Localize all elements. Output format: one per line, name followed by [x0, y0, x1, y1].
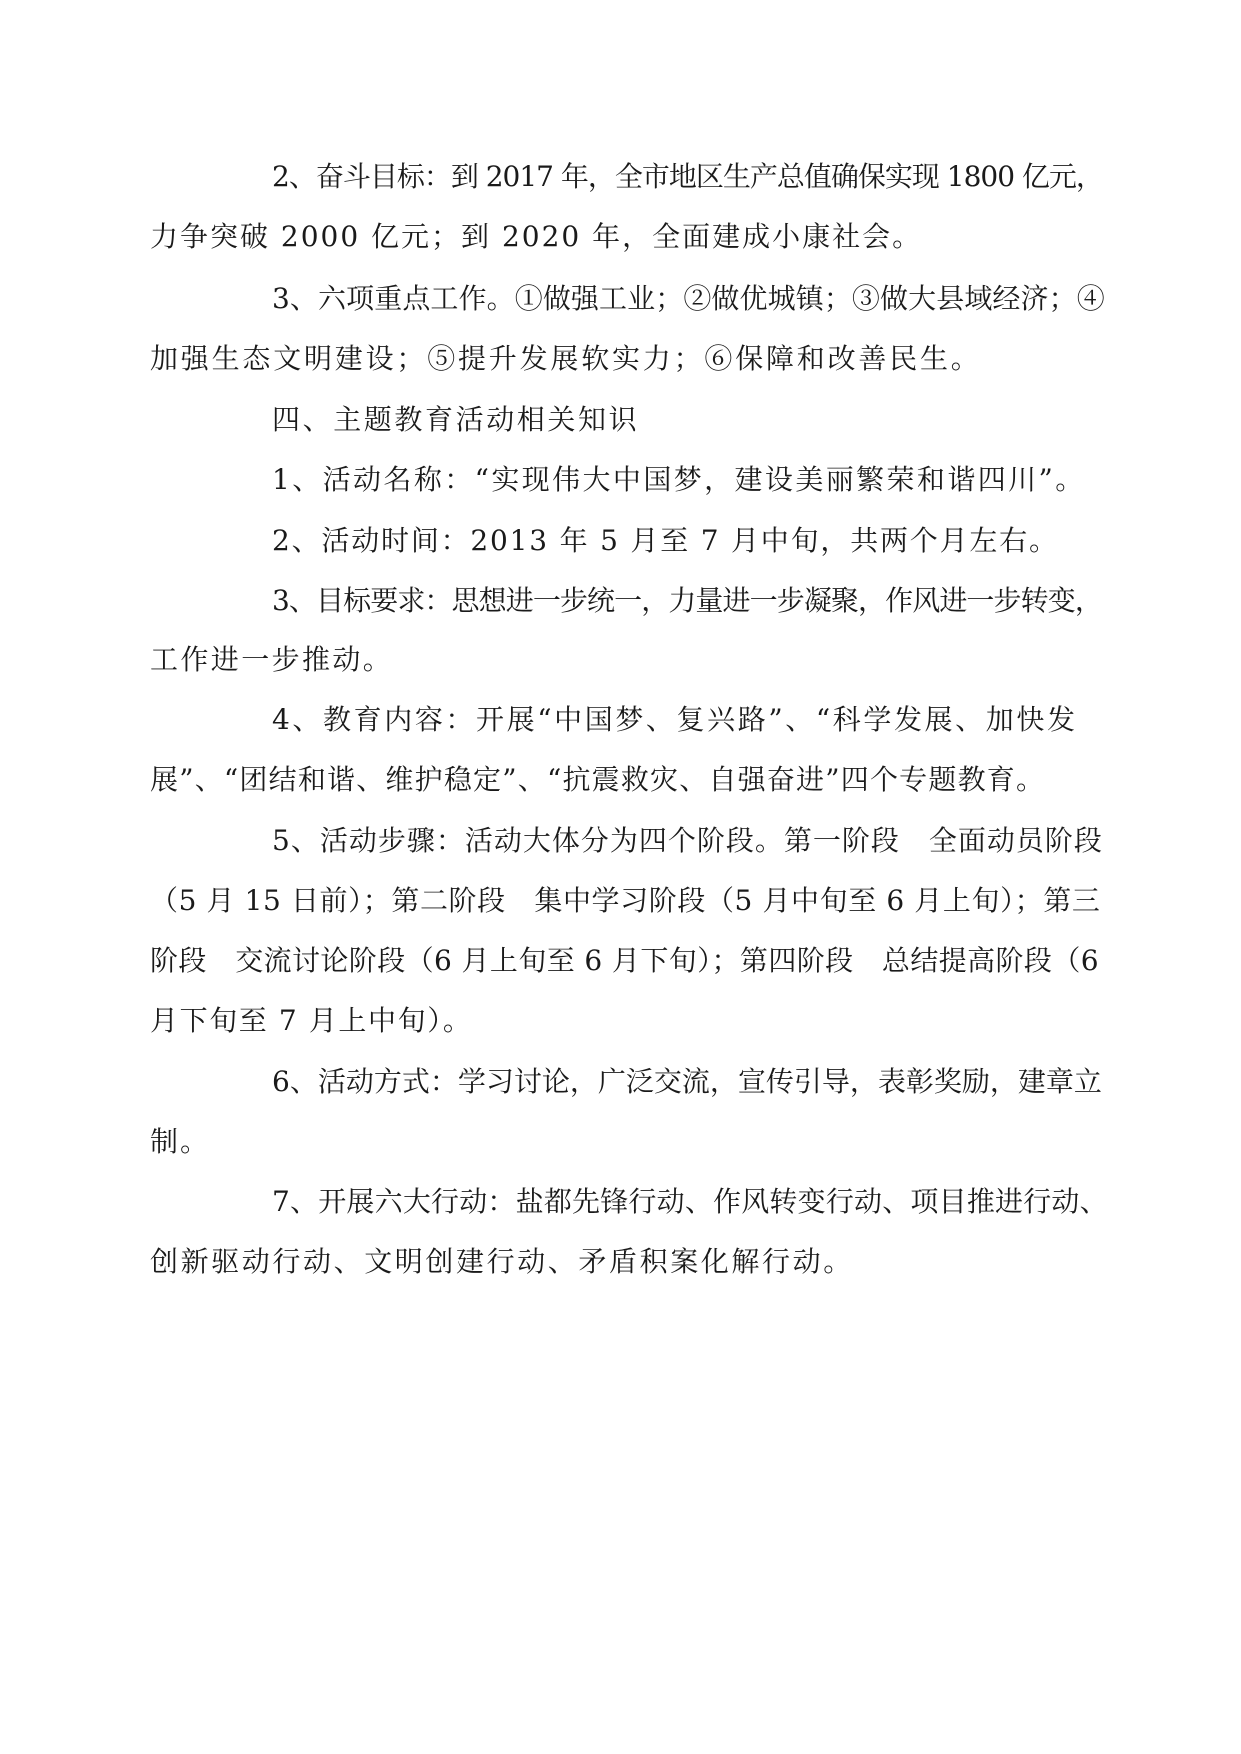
text-line: 制。 — [150, 1125, 211, 1158]
text-line: 6、活动方式：学习讨论，广泛交流，宣传引导，表彰奖励，建章立 — [272, 1065, 1102, 1098]
text-line: 1、活动名称：“实现伟大中国梦，建设美丽繁荣和谐四川”。 — [272, 463, 1086, 496]
text-line: 阶段 交流讨论阶段（6 月上旬至 6 月下旬）；第四阶段 总结提高阶段（6 — [150, 944, 1099, 977]
text-line: 7、开展六大行动：盐都先锋行动、作风转变行动、项目推进行动、 — [272, 1185, 1108, 1218]
text-line: 加强生态文明建设；⑤提升发展软实力；⑥保障和改善民生。 — [150, 342, 982, 375]
text-line: 月下旬至 7 月上中旬）。 — [150, 1004, 473, 1037]
text-line: 5、活动步骤：活动大体分为四个阶段。第一阶段 全面动员阶段 — [272, 824, 1103, 857]
text-line: 2、奋斗目标：到 2017 年，全市地区生产总值确保实现 1800 亿元， — [272, 160, 1103, 193]
section-heading: 四、主题教育活动相关知识 — [272, 403, 640, 436]
text-line: 2、活动时间：2013 年 5 月至 7 月中旬，共两个月左右。 — [272, 524, 1059, 557]
text-line: 3、六项重点工作。①做强工业；②做优城镇；③做大县域经济；④ — [272, 282, 1105, 315]
text-line: 4、教育内容：开展“中国梦、复兴路”、“科学发展、加快发 — [272, 703, 1078, 736]
text-line: 工作进一步推动。 — [150, 643, 394, 676]
text-line: （5 月 15 日前）；第二阶段 集中学习阶段（5 月中旬至 6 月上旬）；第三 — [150, 884, 1101, 917]
text-line: 创新驱动行动、文明创建行动、矛盾积案化解行动。 — [150, 1245, 854, 1278]
text-line: 3、目标要求：思想进一步统一，力量进一步凝聚，作风进一步转变， — [272, 584, 1102, 617]
text-line: 力争突破 2000 亿元；到 2020 年，全面建成小康社会。 — [150, 220, 923, 253]
text-line: 展”、“团结和谐、维护稳定”、“抗震救灾、自强奋进”四个专题教育。 — [150, 763, 1046, 796]
